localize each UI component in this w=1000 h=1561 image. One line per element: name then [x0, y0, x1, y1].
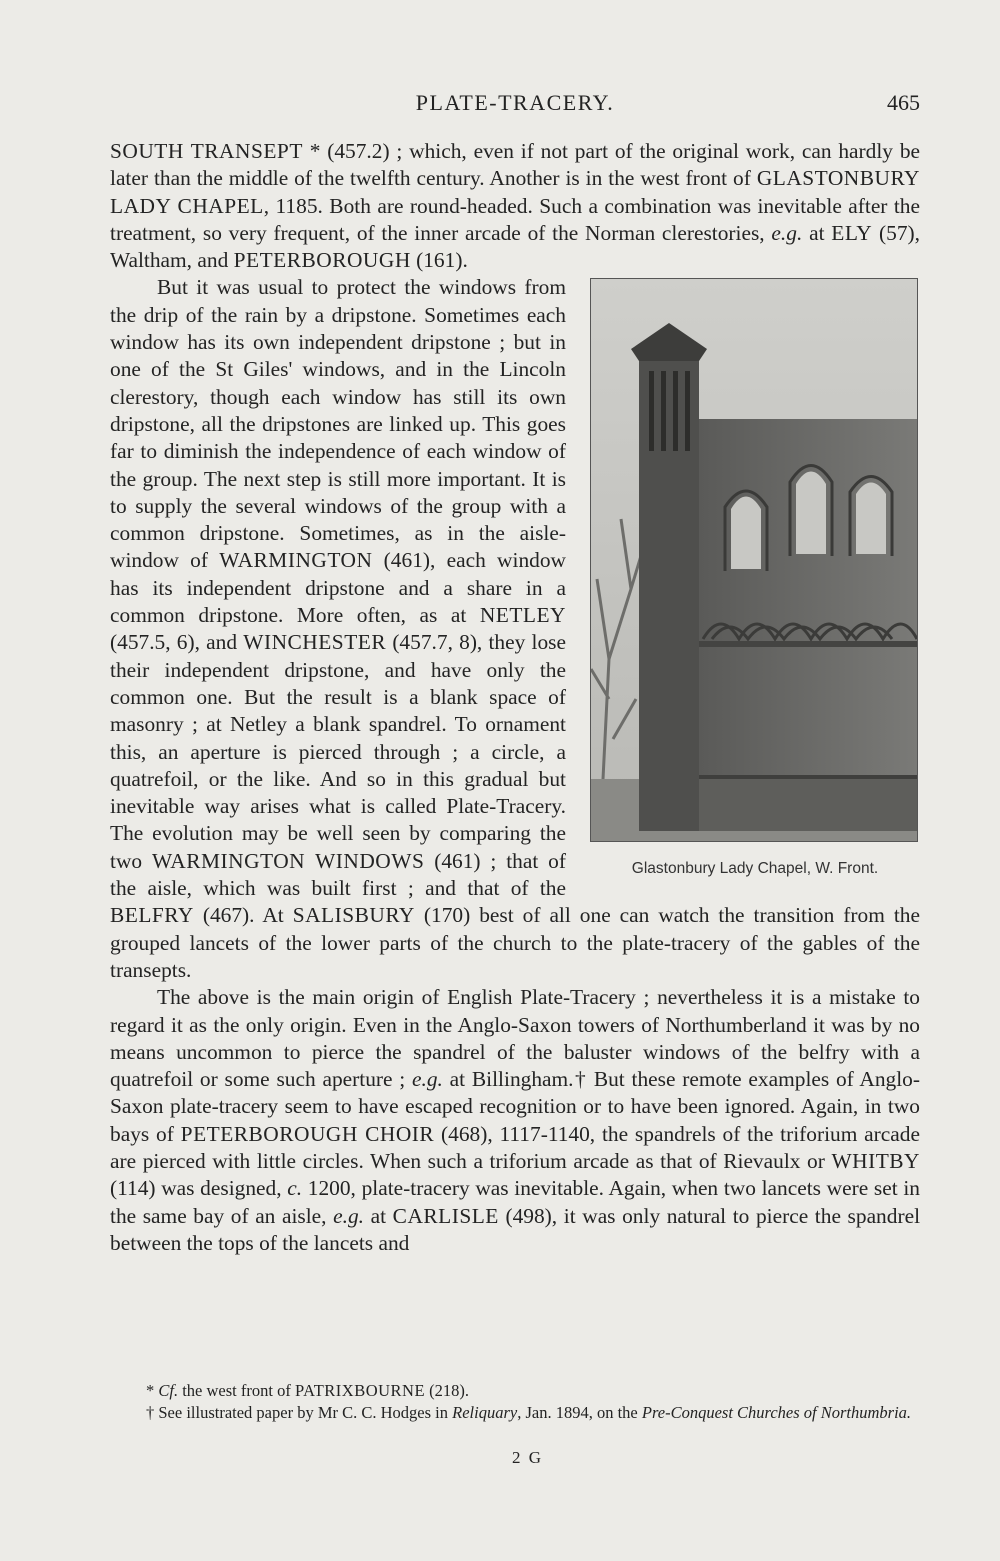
text-run: (161).: [410, 248, 468, 273]
place-name: SOUTH TRANSEPT: [110, 139, 303, 163]
text-run: (468), 1117-1140, the spandrels of the triforium arcade are pierced with little circles. When such a triforium arcade as that of Rievaulx or: [110, 1121, 920, 1173]
text-run: (57), Waltham, and: [110, 220, 920, 273]
text-run: 1200, plate-tracery was inevitable. Again, when two lancets were set in the same bay of an aisle,: [110, 1176, 920, 1228]
place-name: SALISBURY: [292, 903, 415, 928]
text-run: The above is the main origin of English Plate-Tracery ; nevertheless it is a mistake to regard it as the only origin. Even in the Anglo-Saxon towers of Northumberland it was by no means uncommon to pierce the spandrel of the baluster windows of the belfry with a quatrefoil or some such aperture ;: [110, 985, 920, 1092]
italic-text: e.g.: [412, 1067, 443, 1092]
text-run: *: [146, 1381, 159, 1400]
place-name: PETERBOROUGH: [233, 248, 411, 273]
italic-text: Pre-Conquest Churches of Northumbria.: [641, 1403, 912, 1422]
place-name: ELY: [831, 220, 873, 245]
place-name: PATRIXBOURNE: [294, 1381, 426, 1400]
text-run: , 1185. Both are round-headed. Such a combination was inevitable after the treatment, so very frequent, of the inner arcade of the Norman clerestories,: [110, 193, 920, 245]
text-run: * (457.2) ; which, even if not part of the original work, can hardly be later than the middle of the twelfth century. Another is in the west front of: [110, 139, 921, 191]
place-name: BELFRY: [110, 903, 194, 928]
place-name: WARMINGTON: [219, 548, 373, 573]
text-run: (498), it was only natural to pierce the spandrel between the tops of the lancets and: [110, 1203, 921, 1255]
signature-mark: 2 G: [512, 1448, 544, 1467]
text-run: the west front of: [178, 1381, 295, 1400]
text-run: † See illustrated paper by Mr C. C. Hodges in: [146, 1403, 453, 1422]
figure-caption: Glastonbury Lady Chapel, W. Front.: [631, 860, 879, 878]
place-name: NETLEY: [479, 603, 566, 628]
glastonbury-photo: [590, 278, 918, 842]
footnote: [110, 1380, 920, 1402]
text-run: at Billingham.† But these remote examples of Anglo-Saxon plate-tracery seem to have escaped recognition or to have been ignored. Again, in two bays of: [110, 1067, 921, 1146]
text-run: (467). At: [193, 903, 293, 928]
place-name: GLASTONBURY LADY CHAPEL: [110, 166, 920, 218]
text-run: But it was usual to protect the windows from the drip of the rain by a dripstone. Sometimes each window has its own independent dripstone ; but in one of the St Giles' windows, and in the Lincoln clerestory, though each window has still its own dripstone, all the dripstones are linked up. This goes far to diminish the independence of each window of the group. The next step is still more important. It is to supply the several windows of the group with a common dripstone. Sometimes, as in the aisle-window of: [110, 275, 566, 573]
body-text: [110, 138, 920, 1257]
paragraph: [110, 984, 920, 1257]
footnote: [110, 1402, 920, 1424]
text-run: (218).: [425, 1381, 470, 1400]
footnotes: [110, 1380, 920, 1424]
text-run: at: [364, 1203, 393, 1228]
italic-text: c.: [287, 1176, 303, 1201]
place-name: PETERBOROUGH CHOIR: [180, 1121, 435, 1146]
text-run: at: [802, 220, 832, 245]
place-name: WINCHESTER: [243, 630, 387, 655]
text-run: (461), each window has its independent dripstone and a share in a common dripstone. More often, as at: [110, 548, 566, 628]
paragraph: [110, 138, 920, 274]
text-run: , Jan. 1894, on the: [517, 1403, 642, 1422]
chapel-illustration: [591, 279, 917, 841]
italic-text: e.g.: [771, 220, 803, 245]
text-run: (457.5, 6), and: [110, 630, 244, 655]
text-run: (114) was designed,: [110, 1176, 288, 1201]
place-name: WARMINGTON WINDOWS: [151, 848, 425, 873]
place-name: WHITBY: [831, 1148, 920, 1173]
figure: [590, 278, 920, 878]
running-head: [110, 90, 920, 124]
running-title: PLATE-TRACERY.: [415, 90, 615, 115]
text-run: (457.7, 8), they lose their independent dripstone, and have only the common one. But the result is a blank space of masonry ; at Netley a blank spandrel. To ornament this, an aperture is pierced through ; a circle, a quatrefoil, or the like. And so in this gradual but inevitable way arises what is called Plate-Tracery. The evolution may be well seen by comparing the two: [110, 630, 566, 873]
place-name: CARLISLE: [392, 1203, 499, 1228]
italic-text: Reliquary: [452, 1403, 518, 1422]
text-run: (170) best of all one can watch the transition from the grouped lancets of the lower parts of the church to the plate-tracery of the gables of the transepts.: [110, 903, 921, 982]
page-number: 465: [887, 90, 920, 115]
italic-text: e.g.: [333, 1203, 365, 1228]
italic-text: Cf.: [158, 1381, 179, 1400]
text-run: (461) ; that of the aisle, which was built first ; and that of the: [110, 848, 566, 901]
